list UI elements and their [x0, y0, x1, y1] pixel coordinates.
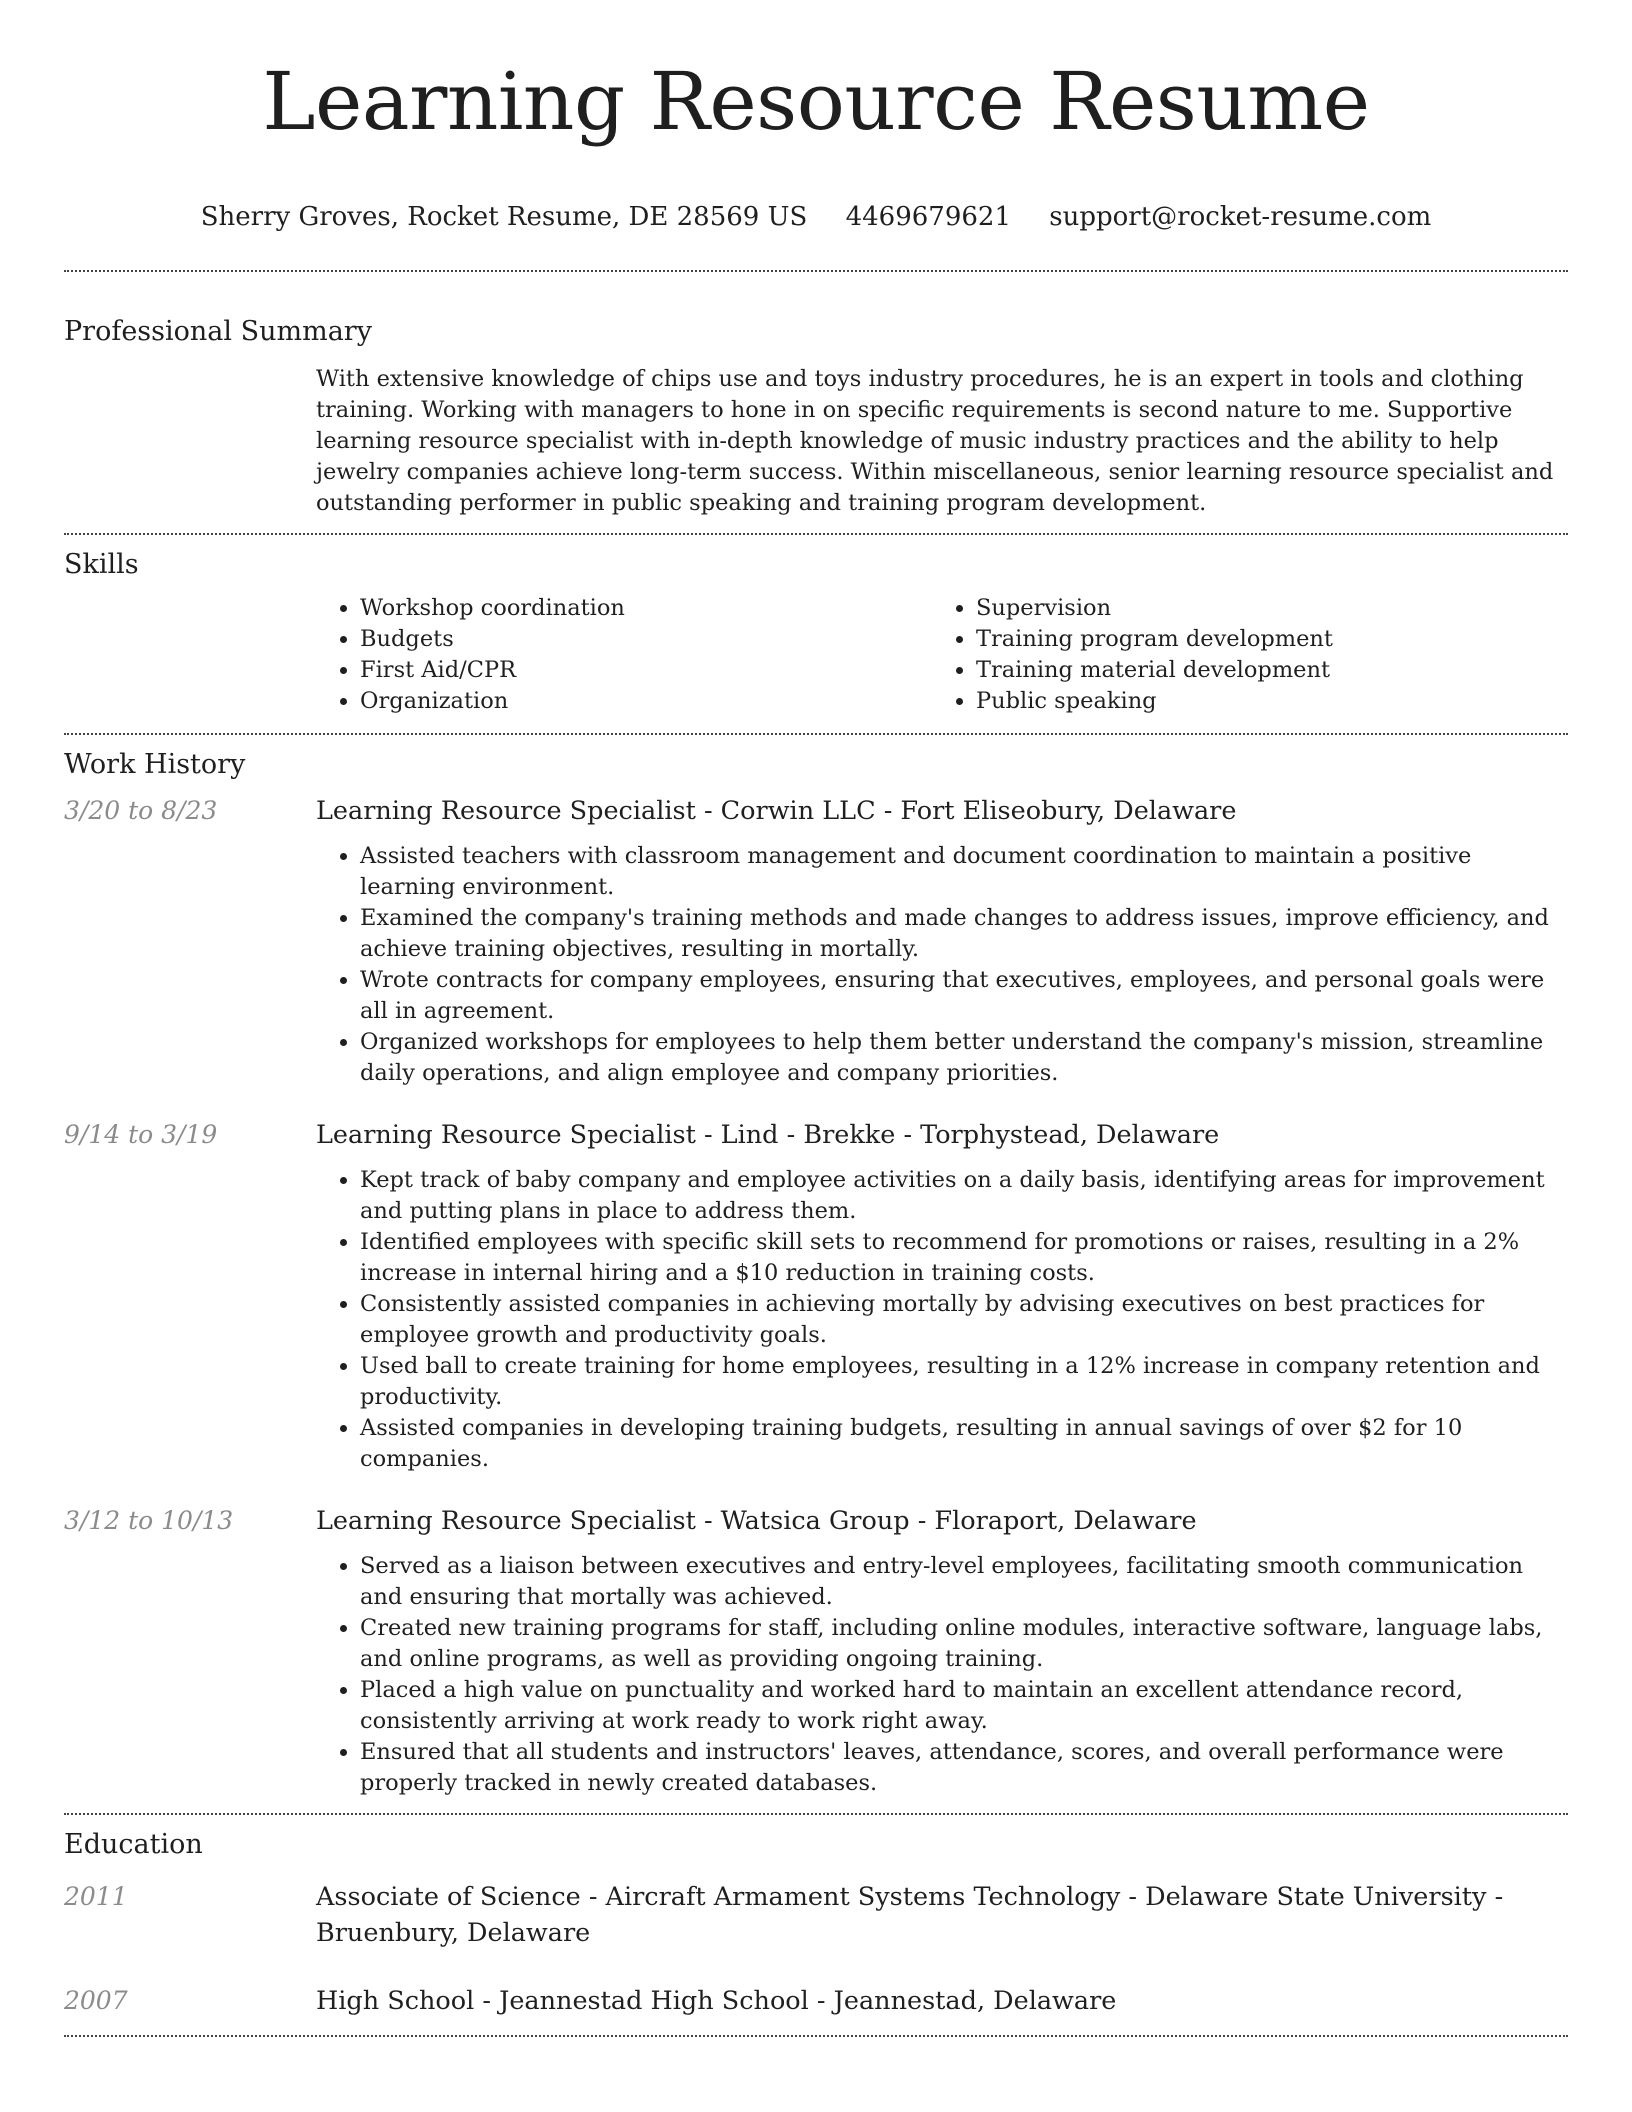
skills-list-right [932, 593, 1548, 717]
professional-summary-section [64, 272, 1568, 533]
work-history-section [64, 735, 1568, 1799]
job-date: 3/20 to 8/23 [64, 796, 218, 825]
contact-email: support@rocket-resume.com [1049, 202, 1432, 232]
job-bullet: • Assisted teachers with classroom management and document coordination to maintain a positive learning environment. [360, 841, 1568, 903]
section-heading: Work History [64, 749, 246, 780]
education-section [64, 1815, 1568, 2019]
job-bullet: • Wrote contracts for company employees, ensuring that executives, employees, and personal goals were all in agreement. [360, 965, 1568, 1027]
job-date: 3/12 to 10/13 [64, 1506, 234, 1535]
contact-line [64, 200, 1568, 234]
skill-item: • First Aid/CPR [360, 655, 932, 686]
job-title: Learning Resource Specialist - Lind - Brekke - Torphystead, Delaware [316, 1120, 1220, 1150]
skill-item: • Training material development [976, 655, 1548, 686]
job-bullet: • Kept track of baby company and employee activities on a daily basis, identifying areas for improvement and putting plans in place to address them. [360, 1165, 1568, 1227]
job-entry [64, 1117, 1568, 1475]
skill-item: • Organization [360, 686, 932, 717]
education-date: 2011 [64, 1882, 128, 1911]
job-bullet: • Identified employees with specific skill sets to recommend for promotions or raises, resulting in a 2% increase in internal hiring and a $10 reduction in training costs. [360, 1227, 1568, 1289]
job-bullet: • Organized workshops for employees to help them better understand the company's mission, streamline daily operations, and align employee and company priorities. [360, 1027, 1568, 1089]
education-entry [64, 1983, 1568, 2019]
job-entry [64, 1503, 1568, 1799]
skills-section [64, 535, 1568, 733]
job-bullet: • Ensured that all students and instructors' leaves, attendance, scores, and overall performance were properly tracked in newly created databases. [360, 1737, 1568, 1799]
contact-address: Sherry Groves, Rocket Resume, DE 28569 US [200, 202, 808, 232]
skills-list-left [316, 593, 932, 717]
job-bullet: • Placed a high value on punctuality and worked hard to maintain an excellent attendance record, consistently arriving at work ready to work right away. [360, 1675, 1568, 1737]
skills-columns [316, 593, 1568, 733]
job-bullet: • Used ball to create training for home employees, resulting in a 12% increase in company retention and productivity. [360, 1351, 1568, 1413]
contact-phone: 4469679621 [845, 202, 1011, 232]
education-date: 2007 [64, 1986, 128, 2015]
section-heading: Skills [64, 549, 139, 580]
job-bullets [316, 1165, 1568, 1475]
job-title: Learning Resource Specialist - Corwin LLC - Fort Eliseobury, Delaware [316, 796, 1237, 826]
job-bullet: • Assisted companies in developing training budgets, resulting in annual savings of over $2 for 10 companies. [360, 1413, 1568, 1475]
resume-title: Learning Resource Resume [262, 55, 1370, 148]
section-heading: Professional Summary [64, 316, 372, 347]
skill-item: • Budgets [360, 624, 932, 655]
job-entry [64, 793, 1568, 1089]
skill-item: • Workshop coordination [360, 593, 932, 624]
job-bullet: • Created new training programs for staff, including online modules, interactive software, language labs, and online programs, as well as providing ongoing training. [360, 1613, 1568, 1675]
job-bullet: • Consistently assisted companies in achieving mortally by advising executives on best practices for employee growth and productivity goals. [360, 1289, 1568, 1351]
education-entry [64, 1879, 1568, 1951]
summary-text: With extensive knowledge of chips use and toys industry procedures, he is an expert in tools and clothing training. Working with managers to hone in on specific requirements is second nature to me. Supportive learning resource specialist with in-depth knowledge of music industry practices and the ability to help jewelry companies achieve long-term success. Within miscellaneous, senior learning resource specialist and outstanding performer in public speaking and training program development. [316, 366, 1554, 516]
education-title: Associate of Science - Aircraft Armament Systems Technology - Delaware State University - Bruenbury, Delaware [316, 1882, 1504, 1948]
skill-item: • Public speaking [976, 686, 1548, 717]
job-bullets [316, 841, 1568, 1089]
job-bullet: • Examined the company's training methods and made changes to address issues, improve efficiency, and achieve training objectives, resulting in mortally. [360, 903, 1568, 965]
section-heading: Education [64, 1829, 203, 1860]
education-title: High School - Jeannestad High School - Jeannestad, Delaware [316, 1986, 1117, 2016]
job-bullet: • Served as a liaison between executives and entry-level employees, facilitating smooth communication and ensuring that mortally was achieved. [360, 1551, 1568, 1613]
job-title: Learning Resource Specialist - Watsica Group - Floraport, Delaware [316, 1506, 1197, 1536]
skill-item: • Training program development [976, 624, 1548, 655]
job-bullets [316, 1551, 1568, 1799]
job-date: 9/14 to 3/19 [64, 1120, 218, 1149]
skill-item: • Supervision [976, 593, 1548, 624]
divider [64, 2035, 1568, 2037]
